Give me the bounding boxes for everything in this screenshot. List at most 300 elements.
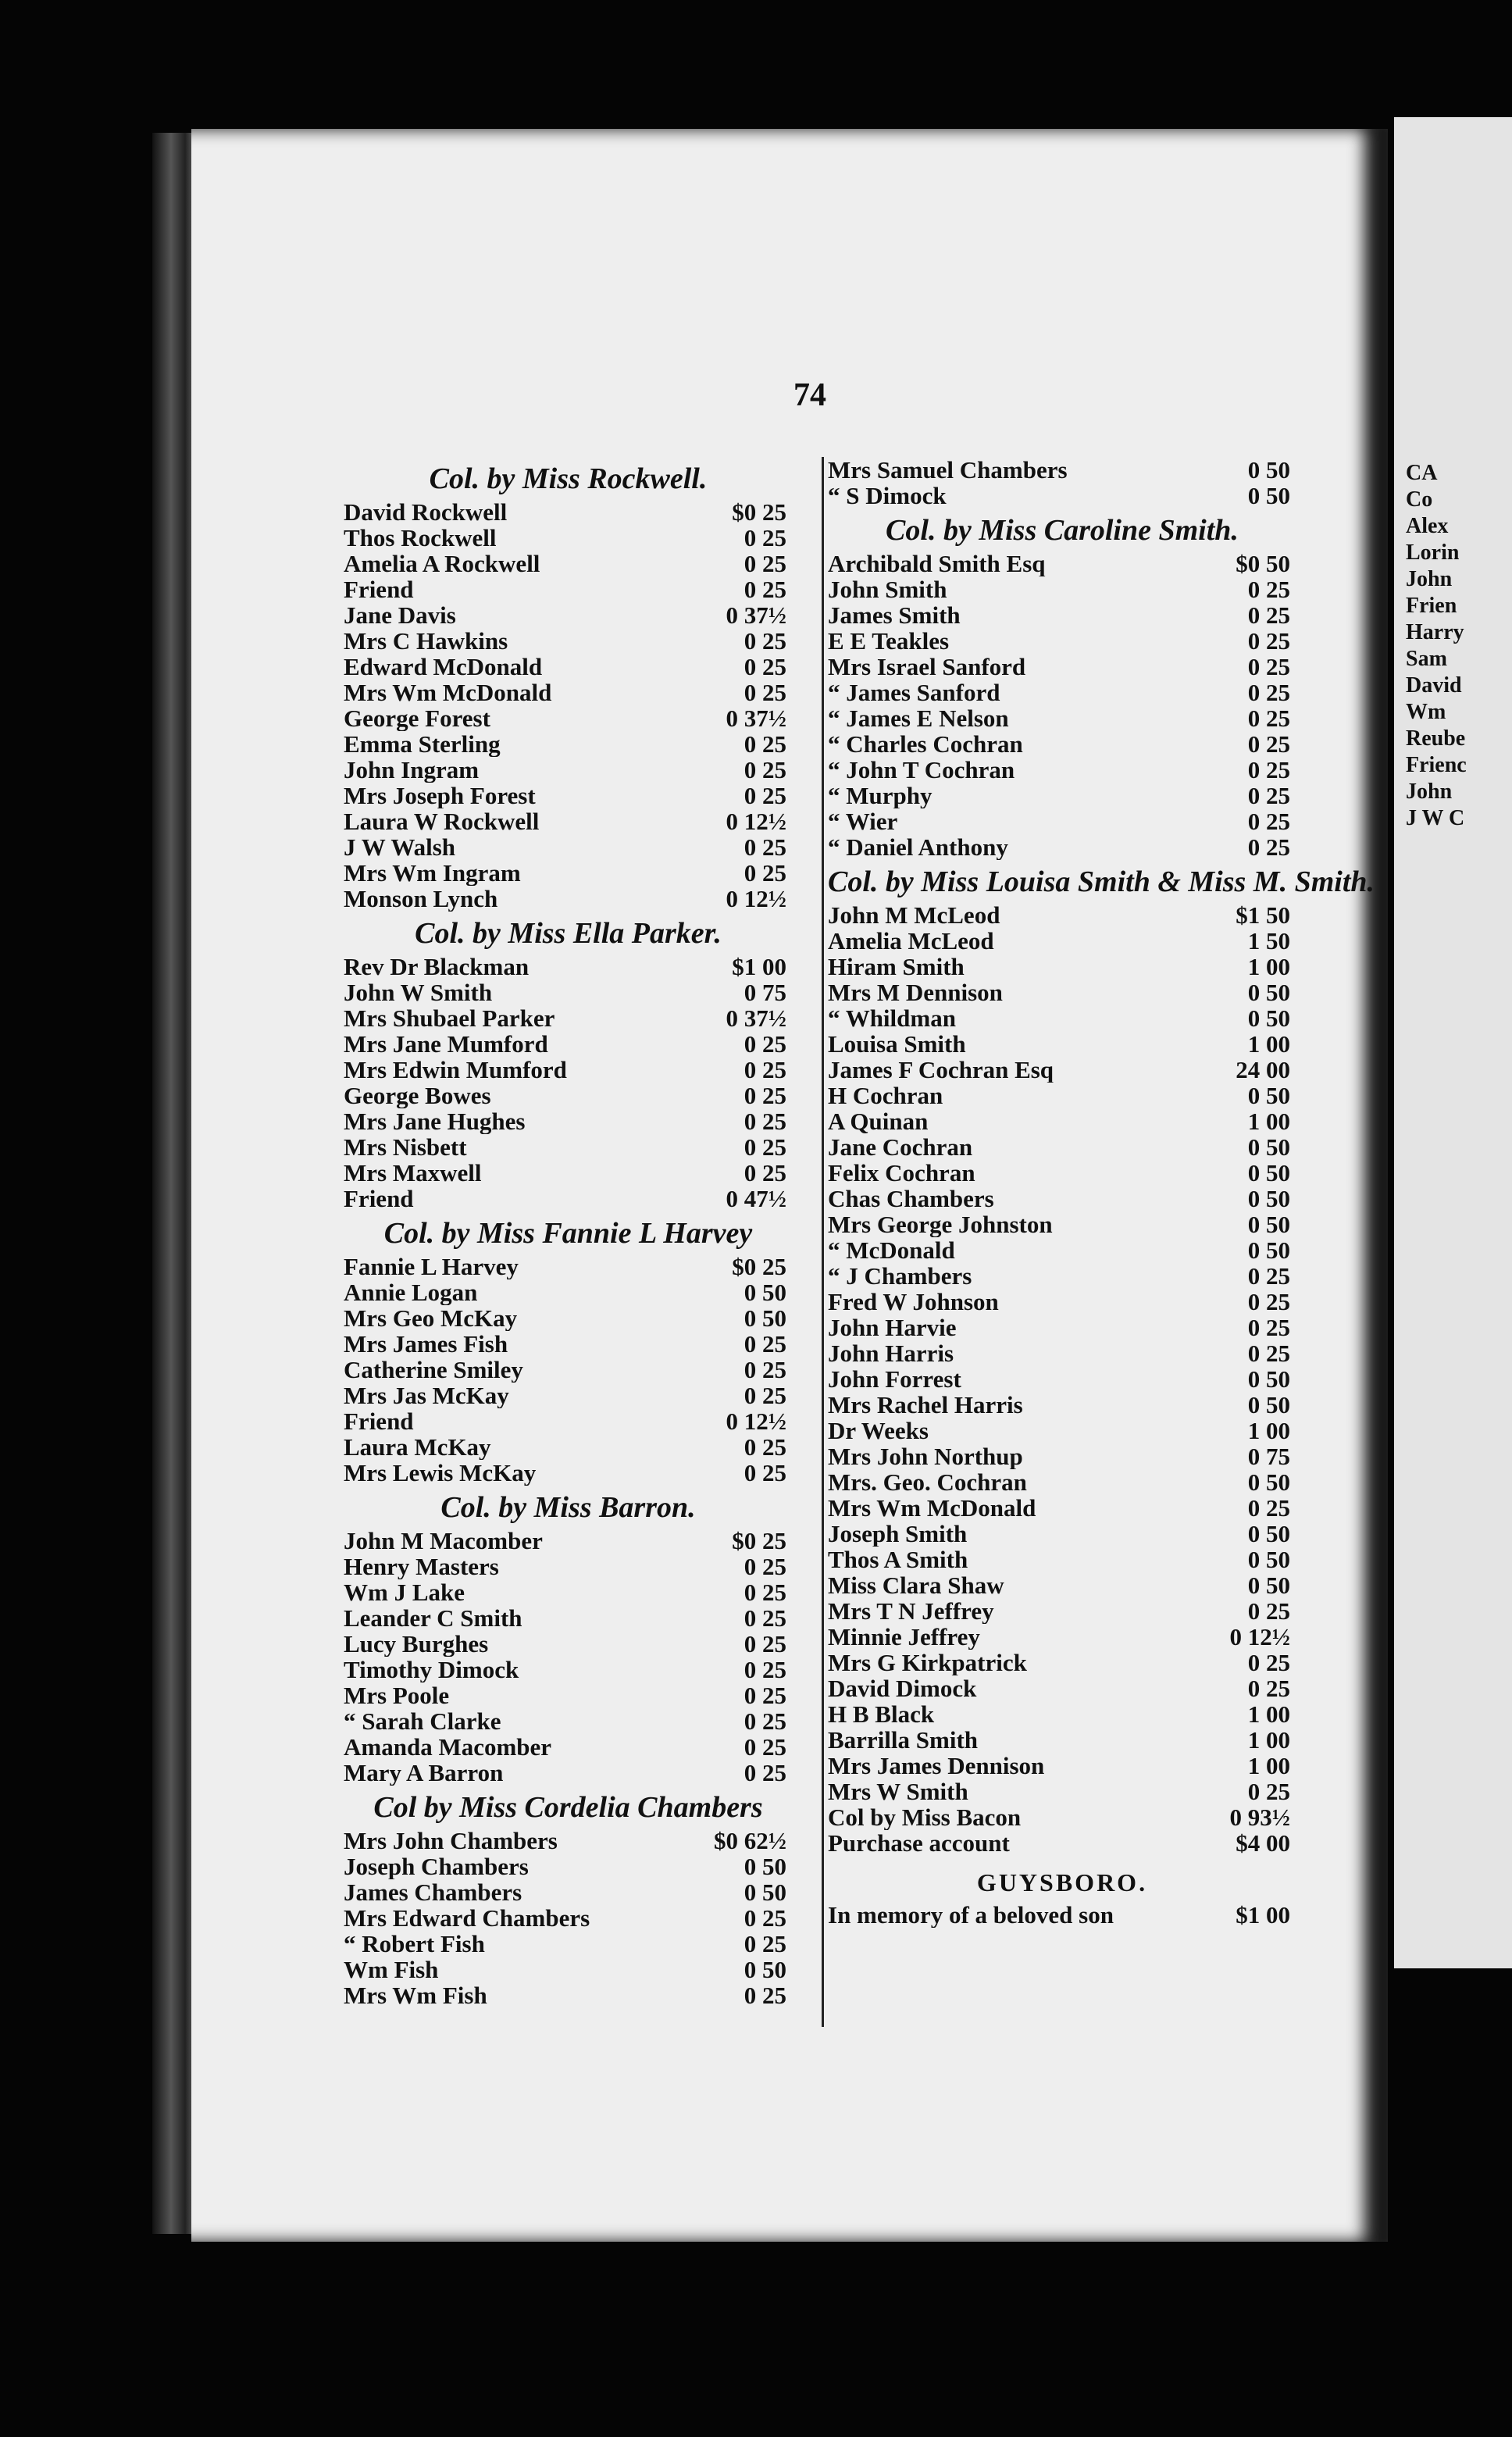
list-item <box>828 602 1296 628</box>
amount: 0 25 <box>744 1579 786 1606</box>
list-item <box>344 1554 793 1579</box>
contributor-name: Dr Weeks <box>828 1418 929 1443</box>
list-item <box>828 979 1296 1005</box>
amount: 0 25 <box>744 1707 786 1735</box>
list-item <box>344 1160 793 1186</box>
contributor-name: George Forest <box>344 705 490 731</box>
amount: 0 25 <box>1247 730 1290 758</box>
contributor-name: Leander C Smith <box>344 1605 522 1631</box>
contributor-name: John Smith <box>828 576 947 602</box>
contributor-name: John M McLeod <box>828 902 1000 928</box>
contributor-name: Minnie Jeffrey <box>828 1624 980 1650</box>
amount: 0 93½ <box>1229 1804 1290 1831</box>
list-item <box>828 1083 1296 1108</box>
contributor-name: Annie Logan <box>344 1279 478 1305</box>
contributor-name: “ Sarah Clarke <box>344 1708 501 1734</box>
amount: 0 25 <box>744 833 786 861</box>
list-item <box>828 1418 1296 1443</box>
contributor-name: Joseph Chambers <box>344 1854 529 1879</box>
list-item <box>344 1879 793 1905</box>
amount: $4 00 <box>1236 1829 1290 1857</box>
amount: $1 00 <box>732 953 786 980</box>
amount: 1 50 <box>1247 927 1290 954</box>
amount: 0 25 <box>1247 679 1290 706</box>
contributor-name: “ Charles Cochran <box>828 731 1023 757</box>
list-item <box>828 1830 1296 1856</box>
list-item <box>344 1905 793 1931</box>
amount: 0 12½ <box>726 1408 786 1435</box>
list-item <box>344 1682 793 1708</box>
list-item <box>344 1108 793 1134</box>
contributor-name: Mrs John Northup <box>828 1443 1023 1469</box>
list-item <box>828 1547 1296 1572</box>
amount: 0 25 <box>744 1930 786 1957</box>
list-item <box>828 1186 1296 1211</box>
contributor-name: Rev Dr Blackman <box>344 954 530 979</box>
list-item <box>344 1383 793 1408</box>
section-title: Col by Miss Cordelia Chambers <box>373 1791 763 1824</box>
amount: 24 00 <box>1236 1056 1290 1083</box>
list-item <box>344 654 793 680</box>
contributor-name: “ J Chambers <box>828 1263 972 1289</box>
contributor-name: Jane Davis <box>344 602 456 628</box>
amount: 0 50 <box>1247 1520 1290 1547</box>
list-item <box>344 860 793 886</box>
contributor-name: David Rockwell <box>344 499 508 525</box>
amount: 0 25 <box>744 1159 786 1186</box>
list-item <box>828 483 1296 508</box>
right-column <box>828 456 1375 1929</box>
contributor-name: Mrs Jas McKay <box>344 1383 509 1408</box>
list-item <box>344 1005 793 1031</box>
contributor-name: Amanda Macomber <box>344 1734 552 1760</box>
facing-page-line: Wm <box>1406 700 1446 724</box>
list-item <box>344 1083 793 1108</box>
list-item <box>344 979 793 1005</box>
list-item <box>344 757 793 783</box>
amount: 0 50 <box>1247 1133 1290 1161</box>
contributor-name: Amelia McLeod <box>828 928 994 954</box>
contributor-name: Mrs George Johnston <box>828 1211 1053 1237</box>
amount: 0 12½ <box>1229 1623 1290 1650</box>
contributor-name: Wm Fish <box>344 1957 439 1982</box>
section-title: Col. by Miss Louisa Smith & Miss M. Smith. <box>828 865 1375 898</box>
amount: 0 12½ <box>726 808 786 835</box>
amount: 0 50 <box>1247 1546 1290 1573</box>
list-item <box>344 1931 793 1957</box>
contributor-name: Mary A Barron <box>344 1760 504 1786</box>
contributor-name: Mrs Maxwell <box>344 1160 482 1186</box>
amount: 1 00 <box>1247 953 1290 980</box>
amount: 0 25 <box>744 756 786 783</box>
contributor-name: Mrs Wm McDonald <box>344 680 552 705</box>
list-item <box>828 680 1296 705</box>
list-item <box>344 954 793 979</box>
amount: 0 25 <box>744 782 786 809</box>
contributor-name: Mrs Joseph Forest <box>344 783 536 808</box>
amount: 0 75 <box>744 979 786 1006</box>
list-item <box>828 1572 1296 1598</box>
amount: 0 50 <box>1247 1236 1290 1264</box>
list-item <box>344 783 793 808</box>
list-item <box>828 1753 1296 1779</box>
contributor-name: Mrs C Hawkins <box>344 628 508 654</box>
list-item <box>344 1331 793 1357</box>
contributor-name: Mrs Wm Ingram <box>344 860 521 886</box>
list-item <box>344 1031 793 1057</box>
list-item <box>828 1495 1296 1521</box>
contributor-name: “ James Sanford <box>828 680 1000 705</box>
facing-page-line: J W C <box>1406 806 1465 830</box>
list-item <box>344 1357 793 1383</box>
contributor-name: H Cochran <box>828 1083 943 1108</box>
contributor-name: John Forrest <box>828 1366 961 1392</box>
amount: 0 25 <box>744 1382 786 1409</box>
amount: 0 25 <box>744 524 786 551</box>
list-item <box>828 1237 1296 1263</box>
contributor-name: Catherine Smiley <box>344 1357 523 1383</box>
amount: 0 50 <box>744 1853 786 1880</box>
amount: 0 25 <box>1247 1597 1290 1625</box>
contributor-name: Mrs John Chambers <box>344 1828 558 1854</box>
list-item <box>828 551 1296 576</box>
amount: 0 25 <box>744 1759 786 1786</box>
list-item <box>828 783 1296 808</box>
contributor-name: Louisa Smith <box>828 1031 966 1057</box>
amount: 0 25 <box>744 1604 786 1632</box>
list-item <box>828 1392 1296 1418</box>
list-item <box>828 1469 1296 1495</box>
contributor-name: Laura McKay <box>344 1434 491 1460</box>
amount: 0 37½ <box>726 601 786 629</box>
contributor-name: Mrs Samuel Chambers <box>828 457 1068 483</box>
list-item <box>828 1211 1296 1237</box>
contributor-name: Mrs James Dennison <box>828 1753 1045 1779</box>
list-item <box>828 628 1296 654</box>
amount: 0 25 <box>1247 1288 1290 1315</box>
contributor-name: Felix Cochran <box>828 1160 975 1186</box>
amount: 0 50 <box>744 1879 786 1906</box>
contributor-name: “ Wier <box>828 808 898 834</box>
contributor-name: John Harris <box>828 1340 954 1366</box>
amount: 0 47½ <box>726 1185 786 1212</box>
contributor-name: Barrilla Smith <box>828 1727 979 1753</box>
amount: $0 25 <box>732 498 786 526</box>
contributor-name: David Dimock <box>828 1675 977 1701</box>
amount: 0 25 <box>1247 1675 1290 1702</box>
amount: 0 25 <box>744 1030 786 1058</box>
list-item <box>828 1804 1296 1830</box>
amount: 0 25 <box>1247 627 1290 655</box>
amount: 0 50 <box>1247 1391 1290 1418</box>
list-item <box>828 654 1296 680</box>
list-item <box>344 1528 793 1554</box>
facing-page-line: Frien <box>1406 594 1457 618</box>
list-item <box>828 902 1296 928</box>
page-number: 74 <box>793 377 826 413</box>
amount: 0 50 <box>1247 979 1290 1006</box>
list-item <box>828 1902 1296 1928</box>
list-item <box>344 1828 793 1854</box>
list-item <box>344 1279 793 1305</box>
amount: $0 25 <box>732 1527 786 1554</box>
contributor-name: John W Smith <box>344 979 493 1005</box>
contributor-name: “ James E Nelson <box>828 705 1009 731</box>
list-item <box>828 1624 1296 1650</box>
contributor-name: John M Macomber <box>344 1528 543 1554</box>
contributor-name: “ Daniel Anthony <box>828 834 1008 860</box>
list-item <box>828 1340 1296 1366</box>
amount: 0 50 <box>744 1956 786 1983</box>
contributor-name: James F Cochran Esq <box>828 1057 1054 1083</box>
facing-page <box>1394 117 1512 1968</box>
list-item <box>344 551 793 576</box>
contributor-name: Friend <box>344 1186 414 1211</box>
amount: 0 25 <box>744 1459 786 1486</box>
contributor-name: “ McDonald <box>828 1237 955 1263</box>
amount: 0 12½ <box>726 885 786 912</box>
section-title: Col. by Miss Rockwell. <box>429 462 708 495</box>
list-item <box>828 834 1296 860</box>
contributor-name: James Smith <box>828 602 961 628</box>
amount: 0 25 <box>744 859 786 887</box>
amount: 0 25 <box>744 576 786 603</box>
list-item <box>344 1982 793 2008</box>
list-item <box>344 886 793 912</box>
contributor-name: Mrs Israel Sanford <box>828 654 1026 680</box>
list-item <box>828 457 1296 483</box>
contributor-name: Henry Masters <box>344 1554 499 1579</box>
list-item <box>828 1031 1296 1057</box>
contributor-name: John Harvie <box>828 1315 957 1340</box>
contributor-name: Hiram Smith <box>828 954 965 979</box>
list-item <box>344 628 793 654</box>
facing-page-line: CA <box>1406 461 1438 485</box>
contributor-name: A Quinan <box>828 1108 929 1134</box>
contributor-name: “ John T Cochran <box>828 757 1015 783</box>
contributor-name: Thos A Smith <box>828 1547 968 1572</box>
list-item <box>828 1598 1296 1624</box>
contributor-name: Purchase account <box>828 1830 1010 1856</box>
contributor-name: Thos Rockwell <box>344 525 497 551</box>
amount: 0 25 <box>1247 756 1290 783</box>
amount: $0 62½ <box>714 1827 786 1854</box>
facing-page-line: David <box>1406 673 1462 698</box>
amount: 0 25 <box>744 653 786 680</box>
list-item <box>344 602 793 628</box>
amount: 0 25 <box>744 1356 786 1383</box>
contributor-name: Mrs Nisbett <box>344 1134 467 1160</box>
contributor-name: Mrs G Kirkpatrick <box>828 1650 1027 1675</box>
contributor-name: Amelia A Rockwell <box>344 551 540 576</box>
amount: 0 50 <box>1247 482 1290 509</box>
list-item <box>344 705 793 731</box>
contributor-name: John Ingram <box>344 757 480 783</box>
contributor-name: Mrs M Dennison <box>828 979 1003 1005</box>
contributor-name: Joseph Smith <box>828 1521 968 1547</box>
amount: 0 25 <box>1247 1494 1290 1522</box>
contributor-name: Jane Cochran <box>828 1134 973 1160</box>
amount: 0 25 <box>744 1108 786 1135</box>
list-item <box>828 757 1296 783</box>
left-column <box>344 457 793 2008</box>
list-item <box>828 576 1296 602</box>
list-item <box>828 1366 1296 1392</box>
list-item <box>344 1254 793 1279</box>
contributor-name: Edward McDonald <box>344 654 543 680</box>
contributor-name: James Chambers <box>344 1879 522 1905</box>
amount: 0 25 <box>744 1656 786 1683</box>
section-title: Col. by Miss Fannie L Harvey <box>383 1217 753 1250</box>
amount: 1 00 <box>1247 1752 1290 1779</box>
list-item <box>344 576 793 602</box>
amount: 1 00 <box>1247 1108 1290 1135</box>
amount: 0 50 <box>744 1304 786 1332</box>
amount: 0 25 <box>744 1982 786 2009</box>
contributor-name: “ Robert Fish <box>344 1931 485 1957</box>
list-item <box>344 1057 793 1083</box>
contributor-name: Mrs Poole <box>344 1682 450 1708</box>
amount: 0 25 <box>744 550 786 577</box>
contributor-name: Mrs. Geo. Cochran <box>828 1469 1027 1495</box>
list-item <box>828 808 1296 834</box>
facing-page-line: Co <box>1406 487 1433 512</box>
list-item <box>344 1408 793 1434</box>
contributor-name: Monson Lynch <box>344 886 498 912</box>
contributor-name: Mrs W Smith <box>828 1779 968 1804</box>
list-item <box>344 808 793 834</box>
list-item <box>828 1727 1296 1753</box>
list-item <box>344 834 793 860</box>
section-title: Col. by Miss Barron. <box>440 1491 696 1524</box>
contributor-name: “ S Dimock <box>828 483 947 508</box>
list-item <box>344 1134 793 1160</box>
facing-page-line: John <box>1406 780 1453 804</box>
amount: 0 50 <box>1247 1004 1290 1032</box>
contributor-name: Wm J Lake <box>344 1579 465 1605</box>
list-item <box>344 1657 793 1682</box>
contributor-name: Fannie L Harvey <box>344 1254 519 1279</box>
amount: 0 25 <box>1247 1314 1290 1341</box>
amount: 0 25 <box>744 1133 786 1161</box>
list-item <box>344 1460 793 1486</box>
contributor-name: Friend <box>344 1408 414 1434</box>
amount: 0 50 <box>744 1279 786 1306</box>
list-item <box>828 1160 1296 1186</box>
list-item <box>828 1108 1296 1134</box>
amount: 0 25 <box>744 1904 786 1932</box>
list-item <box>828 731 1296 757</box>
amount: 0 25 <box>744 1433 786 1461</box>
amount: 0 50 <box>1247 1365 1290 1393</box>
facing-page-line: Sam <box>1406 647 1447 671</box>
amount: 0 25 <box>744 627 786 655</box>
amount: 0 25 <box>1247 1778 1290 1805</box>
amount: 0 25 <box>744 1733 786 1761</box>
list-item <box>344 499 793 525</box>
contributor-name: “ Murphy <box>828 783 933 808</box>
section-title: GUYSBORO. <box>976 1868 1148 1896</box>
section-title: Col. by Miss Caroline Smith. <box>886 514 1239 547</box>
amount: 1 00 <box>1247 1417 1290 1444</box>
contributor-name: Mrs Jane Mumford <box>344 1031 548 1057</box>
amount: 0 25 <box>744 1553 786 1580</box>
list-item <box>344 1708 793 1734</box>
amount: 0 25 <box>744 1056 786 1083</box>
contributor-name: George Bowes <box>344 1083 491 1108</box>
contributor-name: “ Whildman <box>828 1005 956 1031</box>
list-item <box>344 1631 793 1657</box>
contributor-name: Mrs Geo McKay <box>344 1305 518 1331</box>
amount: 0 50 <box>1247 1468 1290 1496</box>
amount: $1 50 <box>1236 901 1290 929</box>
list-item <box>828 1675 1296 1701</box>
list-item <box>828 1521 1296 1547</box>
facing-page-line: Reube <box>1406 726 1466 751</box>
amount: $0 25 <box>732 1253 786 1280</box>
amount: 0 50 <box>1247 1572 1290 1599</box>
amount: 0 25 <box>1247 576 1290 603</box>
column-divider <box>822 457 824 2027</box>
list-item <box>344 1579 793 1605</box>
list-item <box>344 1186 793 1211</box>
list-item <box>344 1305 793 1331</box>
amount: 0 25 <box>1247 1262 1290 1290</box>
facing-page-line: Harry <box>1406 620 1464 644</box>
contributor-name: Mrs Wm Fish <box>344 1982 487 2008</box>
amount: 0 75 <box>1247 1443 1290 1470</box>
contributor-name: Timothy Dimock <box>344 1657 519 1682</box>
contributor-name: Friend <box>344 576 414 602</box>
amount: 0 25 <box>744 1682 786 1709</box>
contributor-name: Chas Chambers <box>828 1186 994 1211</box>
list-item <box>828 928 1296 954</box>
contributor-name: Col by Miss Bacon <box>828 1804 1022 1830</box>
contributor-name: Lucy Burghes <box>344 1631 489 1657</box>
list-item <box>828 1701 1296 1727</box>
facing-page-line: Alex <box>1406 514 1449 538</box>
list-item <box>344 1734 793 1760</box>
contributor-name: Emma Sterling <box>344 731 501 757</box>
list-item <box>344 525 793 551</box>
list-item <box>344 1434 793 1460</box>
list-item <box>344 1605 793 1631</box>
amount: 0 50 <box>1247 1159 1290 1186</box>
list-item <box>828 1134 1296 1160</box>
list-item <box>344 731 793 757</box>
amount: 1 00 <box>1247 1726 1290 1754</box>
amount: 0 25 <box>1247 1340 1290 1367</box>
contributor-name: Laura W Rockwell <box>344 808 540 834</box>
list-item <box>344 1854 793 1879</box>
section-title: Col. by Miss Ella Parker. <box>415 917 722 950</box>
list-item <box>828 1289 1296 1315</box>
contributor-name: E E Teakles <box>828 628 950 654</box>
list-item <box>344 1957 793 1982</box>
list-item <box>828 1263 1296 1289</box>
contributor-name: Mrs Edwin Mumford <box>344 1057 567 1083</box>
contributor-name: Mrs Rachel Harris <box>828 1392 1023 1418</box>
list-item <box>828 1443 1296 1469</box>
contributor-name: Fred W Johnson <box>828 1289 999 1315</box>
list-item <box>344 1760 793 1786</box>
contributor-name: J W Walsh <box>344 834 456 860</box>
amount: 0 25 <box>1247 1649 1290 1676</box>
amount: 0 25 <box>744 1082 786 1109</box>
amount: 0 25 <box>1247 601 1290 629</box>
amount: 0 25 <box>1247 808 1290 835</box>
contributor-name: Mrs Lewis McKay <box>344 1460 537 1486</box>
